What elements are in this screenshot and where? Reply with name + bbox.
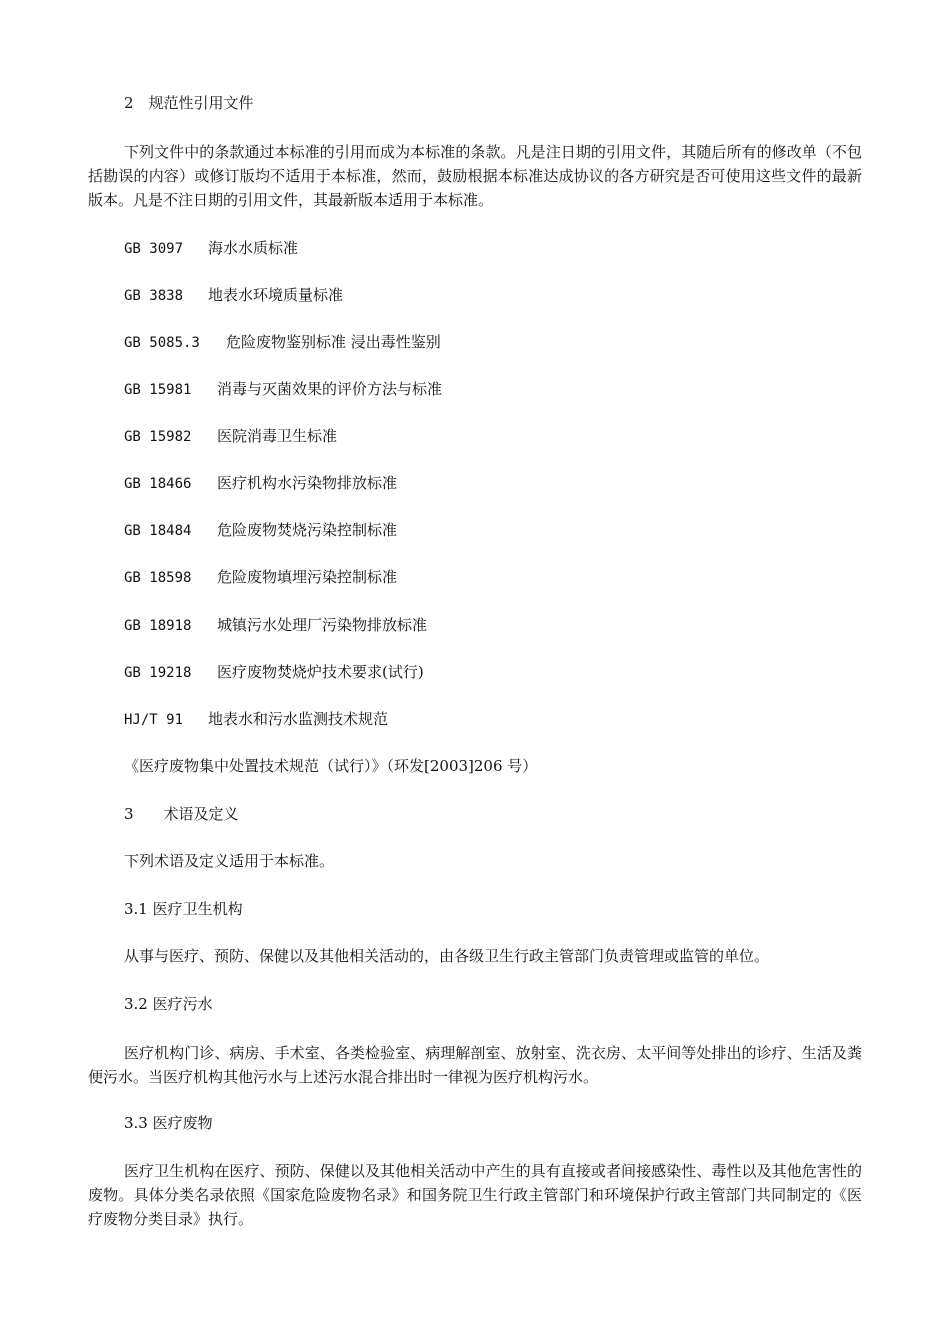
reference-title: 医院消毒卫生标准	[217, 427, 338, 445]
term-heading: 3.1 医疗卫生机构	[124, 900, 243, 918]
reference-title: 地表水环境质量标准	[208, 286, 344, 304]
reference-title: 危险废物填埋污染控制标准	[217, 568, 398, 586]
reference-title: 危险废物焚烧污染控制标准	[217, 521, 398, 539]
reference-title: 危险废物鉴别标准 浸出毒性鉴别	[226, 333, 441, 351]
extra-reference: 《医疗废物集中处置技术规范（试行）》（环发[2003]206 号）	[124, 757, 538, 775]
term-heading: 3.2 医疗污水	[124, 995, 213, 1013]
section-2-intro: 下列文件中的条款通过本标准的引用而成为本标准的条款。凡是注日期的引用文件，其随后所有的修改单（不包括勘误的内容）或修订版均不适用于本标准，然而，鼓励根据本标准达成协议的各方研究是否可使用这些文件的最新版本。凡是不注日期的引用文件，其最新版本适用于本标准。	[88, 143, 862, 209]
reference-code: GB 3838	[124, 288, 184, 304]
reference-item	[124, 330, 441, 354]
reference-code: GB 19218	[124, 665, 192, 681]
reference-item	[124, 613, 427, 637]
reference-item	[124, 471, 397, 495]
term-heading: 3.3 医疗废物	[124, 1114, 213, 1132]
reference-code: GB 18598	[124, 570, 192, 586]
term-definition: 医疗机构门诊、病房、手术室、各类检验室、病理解剖室、放射室、洗衣房、太平间等处排出的诊疗、生活及粪便污水。当医疗机构其他污水与上述污水混合排出时一律视为医疗机构污水。	[88, 1044, 862, 1086]
section-2-heading: 2 规范性引用文件	[124, 94, 254, 112]
reference-title: 消毒与灭菌效果的评价方法与标准	[217, 380, 443, 398]
term-definition: 从事与医疗、预防、保健以及其他相关活动的，由各级卫生行政主管部门负责管理或监管的单位。	[124, 947, 770, 965]
reference-code: GB 15981	[124, 382, 192, 398]
reference-item	[124, 377, 442, 401]
section-3-intro: 下列术语及定义适用于本标准。	[124, 852, 335, 870]
reference-title: 医疗废物焚烧炉技术要求(试行)	[217, 663, 424, 681]
reference-code: GB 18484	[124, 523, 192, 539]
reference-code: GB 15982	[124, 429, 192, 445]
reference-title: 海水水质标准	[208, 239, 299, 257]
reference-item	[124, 660, 424, 684]
reference-item	[124, 424, 337, 448]
reference-item	[124, 283, 343, 307]
reference-item	[124, 518, 397, 542]
reference-title: 医疗机构水污染物排放标准	[217, 474, 398, 492]
reference-item	[124, 565, 397, 589]
reference-title: 地表水和污水监测技术规范	[208, 710, 389, 728]
reference-code: GB 3097	[124, 241, 184, 257]
reference-code: HJ/T 91	[124, 712, 184, 728]
reference-item	[124, 707, 388, 731]
reference-item	[124, 236, 298, 260]
reference-code: GB 18466	[124, 476, 192, 492]
term-definition: 医疗卫生机构在医疗、预防、保健以及其他相关活动中产生的具有直接或者间接感染性、毒性以及其他危害性的废物。具体分类名录依照《国家危险废物名录》和国务院卫生行政主管部门和环境保护行政主管部门共同制定的《医疗废物分类目录》执行。	[88, 1162, 862, 1228]
reference-code: GB 18918	[124, 618, 192, 634]
reference-title: 城镇污水处理厂污染物排放标准	[217, 616, 428, 634]
reference-code: GB 5085.3	[124, 335, 200, 351]
section-3-heading: 3 术语及定义	[124, 805, 239, 823]
